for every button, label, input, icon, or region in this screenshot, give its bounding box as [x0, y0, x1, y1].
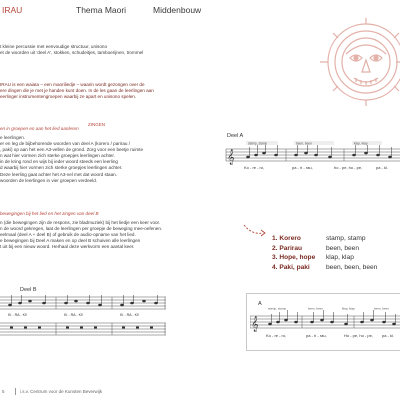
section2-line: eelmaal (deel A + deel B) of gebruik de audio-opname van het lied. — [0, 232, 136, 238]
section1-line: d waarbij hier vormen zich sterke groepjes leerlingen achter. — [0, 165, 123, 171]
score-c-lyric: pa - ri - rau, — [306, 333, 327, 338]
score-b — [0, 295, 166, 345]
page-number: 5 — [2, 389, 5, 394]
intro-text — [0, 44, 143, 56]
score-c-rhythm: been, been — [374, 306, 390, 311]
keyword-item — [272, 263, 377, 273]
keyword-number: 2. — [272, 244, 278, 252]
keyword-word: Hope, hope — [279, 254, 316, 262]
score-c-rhythm: klap, klap — [342, 306, 355, 311]
treble-clef-icon: 𝄞 — [227, 149, 235, 164]
score-b-lyric: KI - RA - KI! — [64, 313, 83, 317]
score-a — [224, 141, 400, 175]
page-title: IRAU — [2, 5, 23, 15]
score-a-lyric: pa - ki. — [376, 165, 389, 170]
treble-clef-icon: 𝄞 — [251, 316, 259, 331]
keyword-action: klap, klap — [326, 254, 354, 262]
section1-line: n wat hier vormen zich sterke groepjes leerlingen achter. — [0, 153, 115, 159]
score-b-label: Deel B — [20, 287, 37, 293]
emblem-icon — [320, 18, 400, 106]
keyword-number: 4. — [272, 263, 278, 271]
score-c — [250, 306, 400, 344]
keyword-number: 3. — [272, 254, 278, 262]
score-b-lyric: KI - RA - KI! — [8, 313, 27, 317]
score-c-label: A — [258, 301, 262, 307]
intro-line: et de woorden uit 'deel A', stokken, schudeitjes, tamboerijnen, trommel — [0, 50, 144, 56]
score-b-lyric: KI - RA - KI! — [120, 313, 139, 317]
info-line: eerlinger instrumentengroepen waarbij ze apart en unisono spelen. — [0, 94, 137, 100]
zingen-label: ZINGEN — [88, 122, 106, 127]
section1-line: Deze leerling gaat achter het A3-vel met dat woord staan. — [0, 171, 117, 177]
score-a-lyric: pa - ri - rau, — [292, 165, 313, 170]
footer-credit: i.s.v. Centrum voor de Kunsten Beverwijk — [20, 389, 102, 394]
section2-line: e bewegingen bij Deel A maken en op deel B schuiven alle leerlingen — [0, 238, 141, 244]
score-a-lyric: ho - pe, ho - pe, — [334, 165, 363, 170]
score-a-label: Deel A — [227, 133, 244, 139]
keyword-item — [272, 253, 377, 263]
score-c-rhythm: been, been — [308, 306, 324, 311]
section1-line: , paki) op aan het een A3-vellen de grond. Zorg voor een beetje ruimte — [0, 147, 144, 153]
level-label: Middenbouw — [153, 5, 202, 15]
keyword-action: been, been, been — [326, 263, 378, 271]
keyword-item — [272, 244, 377, 254]
score-a-rhythm: been, been — [296, 141, 312, 146]
score-c-rhythm: stamp, stamp — [268, 306, 287, 311]
keyword-word: Parirau — [279, 244, 303, 252]
score-a-lyric: Ko - re - ro, — [244, 165, 265, 170]
keyword-action: been, been — [326, 244, 360, 252]
section1-heading: en in groepen en aan het lied aanleren — [0, 126, 79, 131]
intro-line: t kleine percussie met eenvoudige structuur, unisono — [0, 44, 107, 49]
theme-label: Thema Maori — [76, 5, 127, 15]
keyword-action: stamp, stamp — [326, 235, 366, 242]
section1-line: in de kring rond en wijs bij ieder woord steeds een leerling — [0, 159, 118, 165]
keyword-number: 1. — [272, 235, 278, 242]
score-c-lyric: pa - ki. — [382, 333, 395, 338]
arrow-icon — [242, 222, 268, 238]
score-c-lyric: Ho - pe, ho - pe, — [344, 333, 373, 338]
section2-text — [0, 220, 162, 250]
section1-line: er en leg de bijbehorende woorden van deel A (korero / parirau / — [0, 141, 130, 147]
keyword-item — [272, 234, 377, 244]
footer-divider — [15, 388, 16, 395]
score-c-lyric: Ko - re - ro, — [266, 333, 287, 338]
info-line: ere dingen die je met je handen kunt doen. In de les gaan de leerlingen aan — [0, 88, 154, 94]
section1-line: e leerlingen. — [0, 135, 26, 140]
section1-text — [0, 135, 143, 184]
maori-emblem — [316, 18, 400, 106]
info-line: IRAU is een waiata – een maoriliedje – waarin wordt gezongen over de — [0, 82, 145, 87]
section2-line: n (die bewegingen zijn de respons, zie bladmuziek) bij het liedje een keer voor. — [0, 220, 161, 225]
keyword-list — [272, 234, 377, 272]
section2-line: t uit bij een nieuw woord. Herhaal deze werkvorm een aantal keer. — [0, 244, 135, 250]
keyword-word: Korero — [279, 235, 301, 242]
section1-line: woorden de leerlingen in vier groepen verdeeld. — [0, 177, 98, 183]
score-a-rhythm: stamp, stamp — [248, 141, 268, 146]
keyword-word: Paki, paki — [279, 263, 310, 271]
section2-line: n de woord gekregen, laat de leerlingen per groepje de beweging mee-oefenen. — [0, 226, 163, 232]
score-a-rhythm: klap, klap — [354, 141, 368, 146]
info-text — [0, 82, 154, 100]
section2-heading: bewegingen bij het lied en het zingen van deel B — [0, 211, 99, 216]
